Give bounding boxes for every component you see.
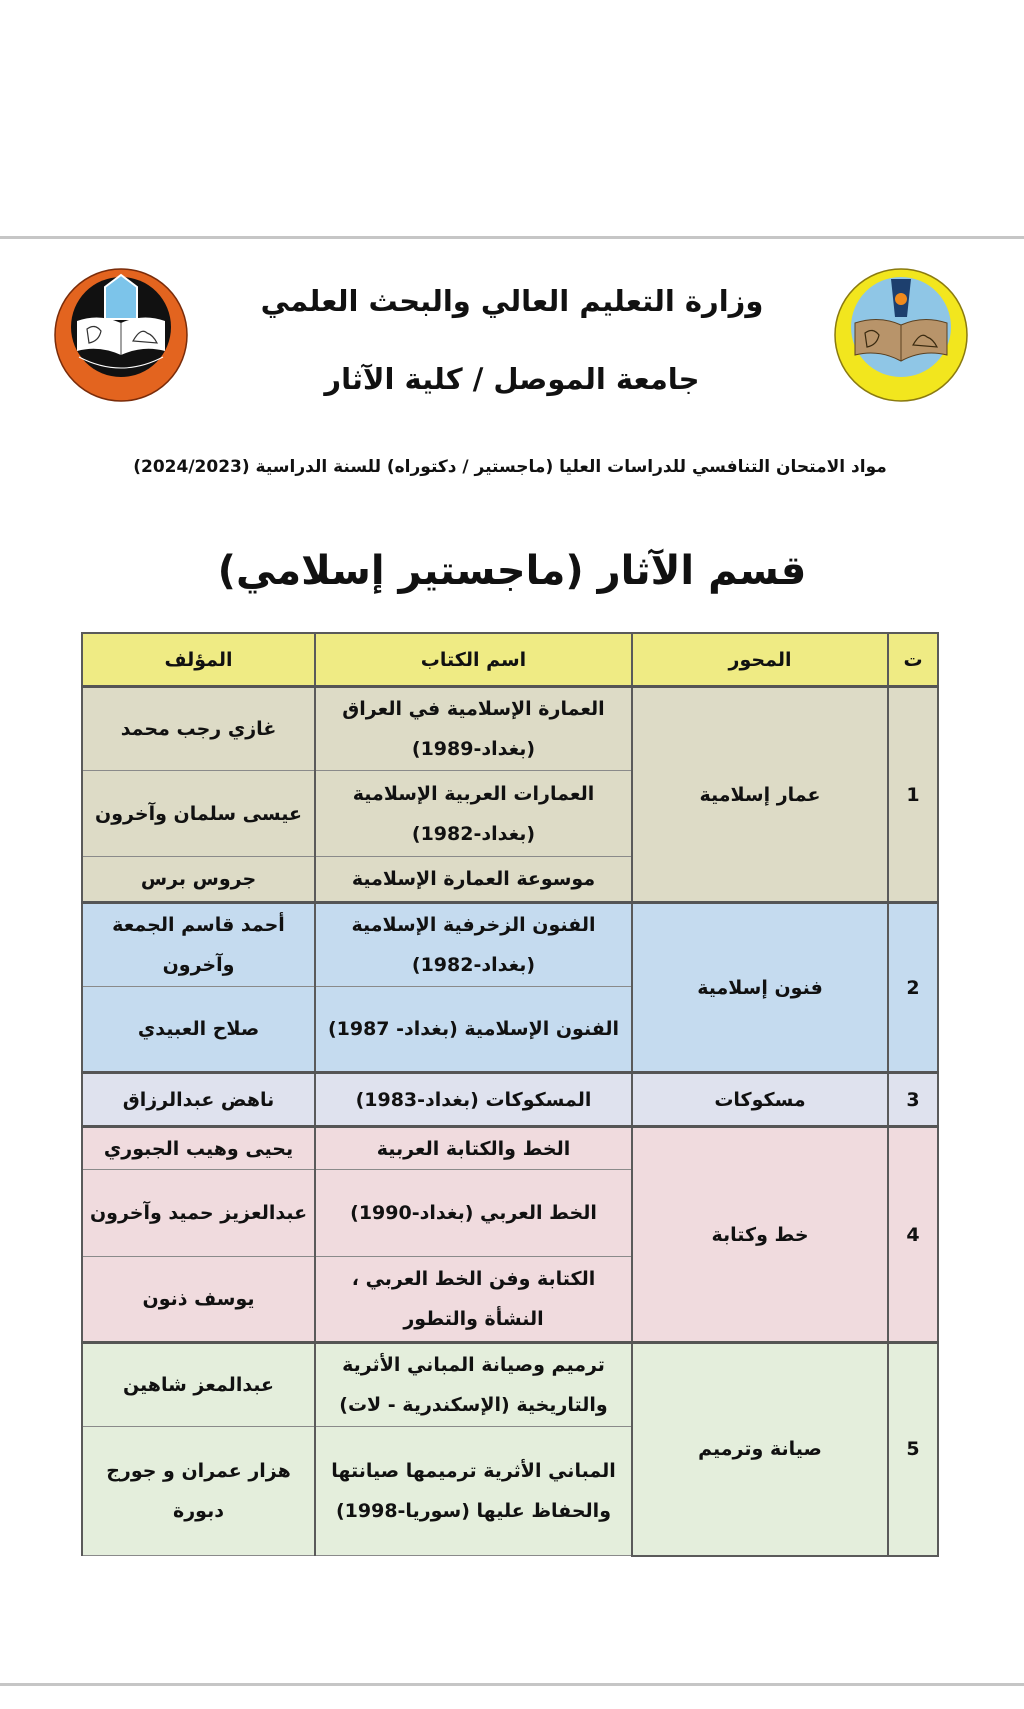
row-number: 1	[888, 687, 938, 903]
author-name: عبدالمعز شاهين	[82, 1343, 315, 1427]
book-title: ترميم وصيانة المباني الأثرية والتاريخية (الإسكندرية - لات)	[315, 1343, 632, 1427]
book-title: موسوعة العمارة الإسلامية	[315, 857, 632, 903]
row-axis: صيانة وترميم	[632, 1343, 888, 1556]
column-header-number: ت	[888, 633, 938, 687]
author-name: ناهض عبدالرزاق	[82, 1073, 315, 1127]
book-title: الخط والكتابة العربية	[315, 1127, 632, 1170]
author-name: غازي رجب محمد	[82, 687, 315, 771]
row-axis: عمار إسلامية	[632, 687, 888, 903]
exam-subtitle: مواد الامتحان التنافسي للدراسات العليا (ماجستير / دكتوراه) للسنة الدراسية (2024/2023)	[133, 457, 887, 477]
college-of-archaeology-logo	[833, 267, 969, 403]
book-title: العمارات العربية الإسلامية (بغداد-1982)	[315, 771, 632, 857]
column-header-book: اسم الكتاب	[315, 633, 632, 687]
author-name: صلاح العبيدي	[82, 987, 315, 1073]
column-header-author: المؤلف	[82, 633, 315, 687]
author-name: يحيى وهيب الجبوري	[82, 1127, 315, 1170]
table-row	[82, 687, 938, 771]
section-title: قسم الآثار (ماجستير إسلامي)	[217, 548, 807, 594]
table-header-row	[82, 633, 938, 687]
author-name: أحمد قاسم الجمعة وآخرون	[82, 903, 315, 987]
author-name: عبدالعزيز حميد وآخرون	[82, 1170, 315, 1257]
table-row	[82, 1127, 938, 1170]
row-axis: خط وكتابة	[632, 1127, 888, 1343]
top-divider	[0, 236, 1024, 239]
book-title: المباني الأثرية ترميمها صيانتها والحفاظ عليها (سوريا-1998)	[315, 1427, 632, 1556]
author-name: عيسى سلمان وآخرون	[82, 771, 315, 857]
ministry-title: وزارة التعليم العالي والبحث العلمي	[260, 284, 764, 318]
author-name: يوسف ذنون	[82, 1257, 315, 1343]
row-number: 5	[888, 1343, 938, 1556]
row-number: 2	[888, 903, 938, 1073]
university-college-title: جامعة الموصل / كلية الآثار	[324, 362, 700, 396]
bottom-divider	[0, 1683, 1024, 1686]
book-title: العمارة الإسلامية في العراق (بغداد-1989)	[315, 687, 632, 771]
row-axis: فنون إسلامية	[632, 903, 888, 1073]
table-row	[82, 1073, 938, 1127]
author-name: جروس برس	[82, 857, 315, 903]
book-title: الفنون الزخرفية الإسلامية (بغداد-1982)	[315, 903, 632, 987]
table-row	[82, 903, 938, 987]
book-title: الكتابة وفن الخط العربي ، النشأة والتطور	[315, 1257, 632, 1343]
university-of-mosul-logo	[53, 267, 189, 403]
author-name: هزار عمران و جورج دبورة	[82, 1427, 315, 1556]
book-title: الفنون الإسلامية (بغداد- 1987)	[315, 987, 632, 1073]
row-axis: مسكوكات	[632, 1073, 888, 1127]
book-title: المسكوكات (بغداد-1983)	[315, 1073, 632, 1127]
book-title: الخط العربي (بغداد-1990)	[315, 1170, 632, 1257]
column-header-axis: المحور	[632, 633, 888, 687]
row-number: 4	[888, 1127, 938, 1343]
exam-materials-table	[81, 632, 939, 1557]
row-number: 3	[888, 1073, 938, 1127]
table-row	[82, 1343, 938, 1427]
